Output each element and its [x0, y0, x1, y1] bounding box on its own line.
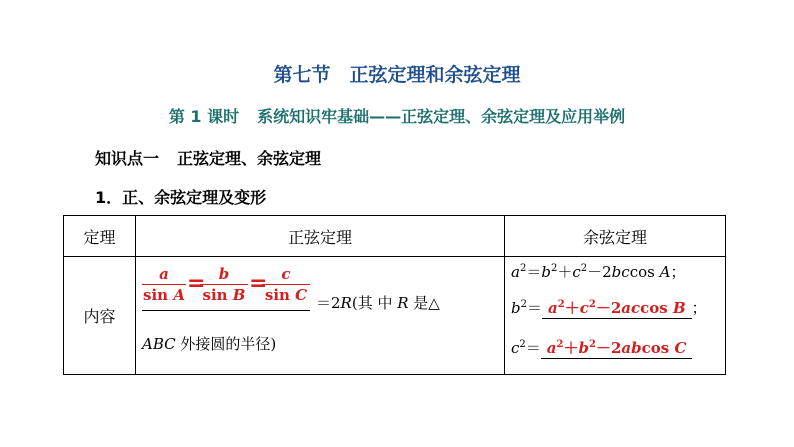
var-b: b [511, 299, 521, 317]
subsection-heading: 1．正、余弦定理及变形 [95, 188, 267, 207]
is-triangle-text: 是△ [408, 294, 440, 312]
exponent: 2 [520, 299, 527, 310]
fraction-numerator-b: b [200, 265, 248, 285]
op-minus-two: －2 [595, 299, 622, 317]
angle-A: A [173, 286, 185, 304]
var-ab: ab [621, 339, 642, 357]
sine-answer-underline [142, 310, 310, 311]
fraction-denominator-sinA [142, 285, 186, 304]
page-title: 第七节 正弦定理和余弦定理 [273, 64, 521, 86]
op-eq: ＝ [526, 263, 542, 281]
fraction-b-over-sinB [200, 265, 248, 304]
fraction-a-over-sinA [142, 265, 186, 304]
var-a: a [511, 263, 520, 281]
exponent: 2 [557, 299, 565, 310]
var-b: b [541, 263, 551, 281]
lesson-topic: 系统知识牢基础——正弦定理、余弦定理及应用举例 [257, 107, 626, 126]
knowledge-point-number: 知识点一 [95, 149, 160, 168]
equals-two: ＝2 [316, 294, 341, 312]
cosine-answer-c [541, 339, 693, 359]
op-minus-two: －2 [587, 263, 612, 281]
cosine-law-c-squared [511, 337, 692, 358]
row-label-content: 内容 [64, 257, 136, 375]
var-b: b [578, 339, 590, 357]
exponent: 2 [556, 339, 564, 350]
cos-fn: cos [629, 263, 660, 281]
fraction-numerator-a: a [142, 265, 186, 285]
var-ac: ac [621, 299, 641, 317]
fraction-denominator-sinC [262, 285, 310, 304]
header-cosine-law: 余弦定理 [505, 216, 726, 257]
table-header-row [64, 216, 726, 257]
var-c: c [572, 263, 581, 281]
var-a: a [548, 299, 558, 317]
radius-R: R [340, 294, 352, 312]
op-plus: ＋ [557, 263, 573, 281]
angle-C: C [674, 339, 687, 357]
op-eq: ＝ [526, 299, 542, 317]
exponent: 2 [580, 263, 588, 274]
semicolon: ； [670, 263, 686, 281]
equals-sign-2: = [249, 271, 268, 296]
triangle-ABC: ABC [142, 335, 176, 353]
exponent: 2 [519, 339, 526, 350]
knowledge-point-title: 正弦定理、余弦定理 [177, 149, 322, 168]
angle-C: C [295, 286, 308, 304]
exponent: 2 [589, 339, 596, 350]
radius-R-2: R [397, 294, 409, 312]
op-plus: ＋ [563, 339, 579, 357]
lesson-subtitle [0, 104, 794, 127]
table-row [64, 257, 726, 375]
lesson-period: 第 1 课时 [168, 107, 240, 126]
cosine-answer-b [542, 299, 692, 319]
var-a: a [546, 339, 557, 357]
fraction-denominator-sinB [200, 285, 248, 304]
exponent: 2 [519, 263, 527, 274]
header-sine-law: 正弦定理 [136, 216, 505, 257]
cos-fn: cos [641, 339, 675, 357]
semicolon: ； [691, 299, 707, 317]
sin-fn: sin [264, 286, 296, 304]
angle-A: A [659, 263, 671, 281]
angle-B: B [232, 286, 246, 304]
angle-B: B [672, 299, 686, 317]
cos-fn: cos [640, 299, 673, 317]
exponent: 2 [550, 263, 558, 274]
circumradius-text: 外接圆的半径) [175, 335, 277, 353]
op-eq: ＝ [525, 339, 541, 357]
sine-law-radius-text-line2 [142, 333, 276, 354]
exponent: 2 [588, 299, 596, 310]
fraction-numerator-c: c [262, 265, 310, 285]
knowledge-point-heading [95, 146, 321, 169]
op-minus-two: －2 [595, 339, 622, 357]
cosine-law-a-squared [511, 261, 685, 282]
cosine-law-b-squared [511, 297, 707, 318]
sine-law-radius-text [316, 292, 440, 313]
header-theorem: 定理 [64, 216, 136, 257]
var-bc: bc [611, 263, 630, 281]
cosine-law-cell [505, 257, 726, 375]
where-text: (其 中 [351, 294, 398, 312]
equals-sign-1: = [187, 271, 206, 296]
sin-fn: sin [143, 286, 174, 304]
sine-law-cell [136, 257, 505, 375]
fraction-c-over-sinC [262, 265, 310, 304]
op-plus: ＋ [564, 299, 580, 317]
theorem-table [63, 215, 726, 375]
var-c: c [511, 339, 520, 357]
sin-fn: sin [202, 286, 233, 304]
var-c: c [579, 299, 589, 317]
